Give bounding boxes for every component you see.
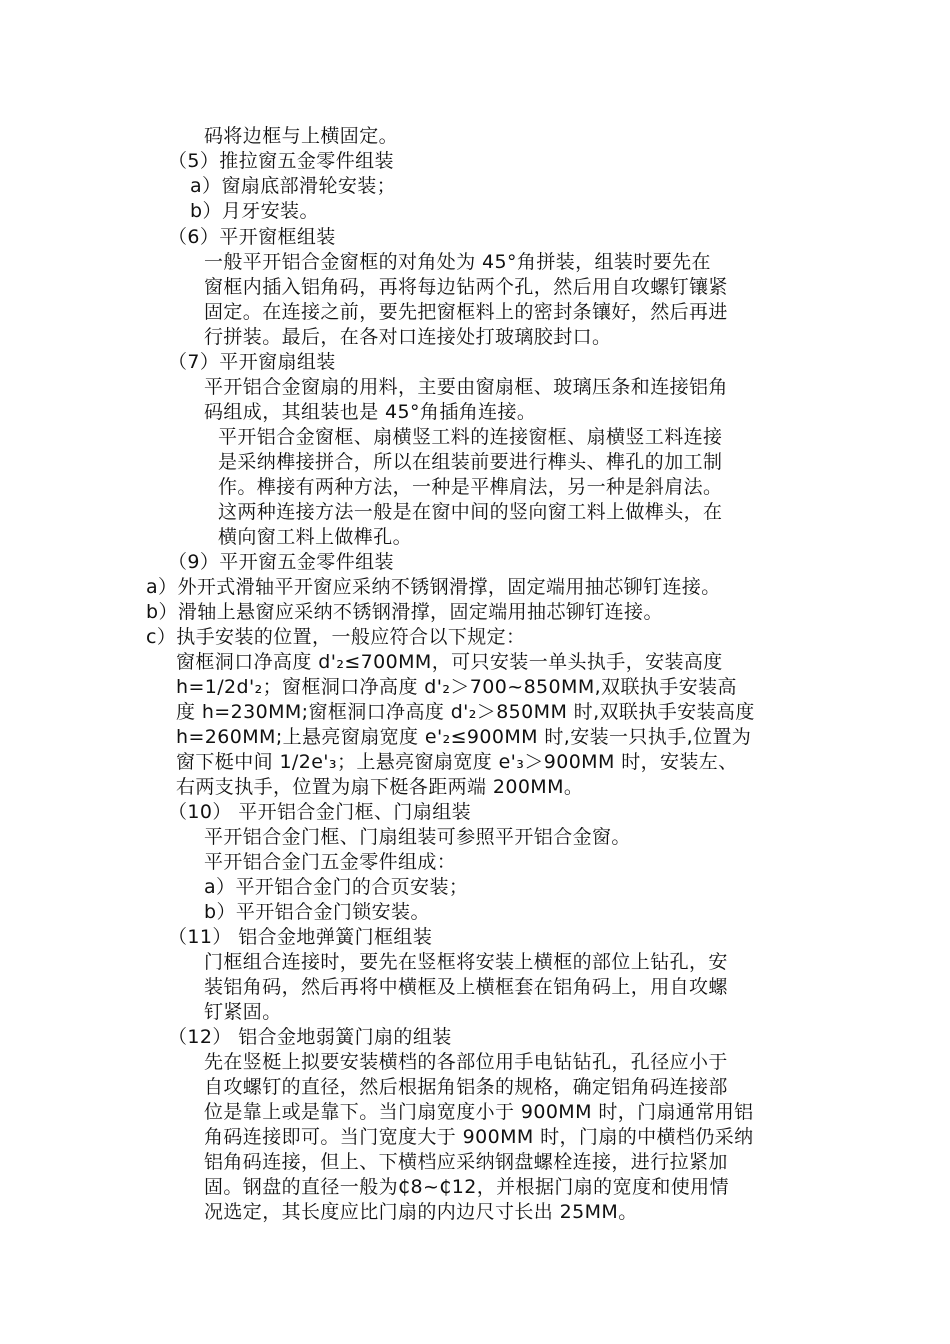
text-line: 窗框内插入铝角码，再将每边钻两个孔，然后用自攻螺钉镶紧 — [204, 276, 728, 298]
text-line: 固。钢盘的直径一般为₵8~₵12，并根据门扇的宽度和使用情 — [204, 1176, 729, 1198]
text-line: h=260MM;上悬亮窗扇宽度 e'₂≤900MM 时,安装一只执手,位置为 — [176, 726, 752, 748]
text-line: 平开铝合金窗框、扇横竖工料的连接窗框、扇横竖工料连接 — [218, 426, 723, 448]
text-line: 码将边框与上横固定。 — [204, 125, 399, 147]
list-item: b）月牙安装。 — [190, 200, 319, 222]
text-line: 位是靠上或是靠下。当门扇宽度小于 900MM 时，门扇通常用铝 — [204, 1101, 754, 1123]
list-item: a）平开铝合金门的合页安装； — [204, 876, 469, 898]
section-heading: （10） 平开铝合金门框、门扇组装 — [168, 801, 472, 823]
text-line: 况选定，其长度应比门扇的内边尺寸长出 25MM。 — [204, 1201, 638, 1223]
text-line: 行拼装。最后，在各对口连接处打玻璃胶封口。 — [204, 326, 612, 348]
list-item: c）执手安装的位置，一般应符合以下规定： — [146, 626, 526, 648]
text-line: 是采纳榫接拼合，所以在组装前要进行榫头、榫孔的加工制 — [218, 451, 723, 473]
text-line: 自攻螺钉的直径，然后根据角铝条的规格，确定铝角码连接部 — [204, 1076, 728, 1098]
section-heading: （7）平开窗扇组装 — [168, 351, 336, 373]
text-line: 铝角码连接，但上、下横档应采纳钢盘螺栓连接，进行拉紧加 — [204, 1151, 728, 1173]
text-line: 门框组合连接时，要先在竖框将安装上横框的部位上钻孔，安 — [204, 951, 728, 973]
text-line: 平开铝合金门框、门扇组装可参照平开铝合金窗。 — [204, 826, 631, 848]
text-line: 右两支执手，位置为扇下梃各距两端 200MM。 — [176, 776, 584, 798]
text-line: 横向窗工料上做榫孔。 — [218, 526, 413, 548]
section-heading: （12） 铝合金地弱簧门扇的组装 — [168, 1026, 452, 1048]
text-line: 这两种连接方法一般是在窗中间的竖向窗工料上做榫头，在 — [218, 501, 723, 523]
text-line: 一般平开铝合金窗框的对角处为 45°角拼装，组装时要先在 — [204, 251, 711, 273]
list-item: b）平开铝合金门锁安装。 — [204, 901, 430, 923]
section-heading: （6）平开窗框组装 — [168, 226, 336, 248]
list-item: b）滑轴上悬窗应采纳不锈钢滑撑，固定端用抽芯铆钉连接。 — [146, 601, 663, 623]
text-line: h=1/2d'₂；窗框洞口净高度 d'₂＞700~850MM,双联执手安装高 — [176, 676, 737, 698]
text-line: 码组成，其组装也是 45°角插角连接。 — [204, 401, 537, 423]
section-heading: （5）推拉窗五金零件组装 — [168, 150, 394, 172]
text-line: 固定。在连接之前，要先把窗框料上的密封条镶好，然后再进 — [204, 301, 728, 323]
text-line: 钉紧固。 — [204, 1001, 282, 1023]
text-line: 先在竖梃上拟要安装横档的各部位用手电钻钻孔，孔径应小于 — [204, 1051, 728, 1073]
text-line: 平开铝合金门五金零件组成： — [204, 851, 457, 873]
text-line: 角码连接即可。当门宽度大于 900MM 时，门扇的中横档仍采纳 — [204, 1126, 754, 1148]
list-item: a）外开式滑轴平开窗应采纳不锈钢滑撑，固定端用抽芯铆钉连接。 — [146, 576, 721, 598]
text-line: 度 h=230MM;窗框洞口净高度 d'₂＞850MM 时,双联执手安装高度 — [176, 701, 755, 723]
text-line: 作。榫接有两种方法，一种是平榫肩法，另一种是斜肩法。 — [218, 476, 723, 498]
text-line: 平开铝合金窗扇的用料，主要由窗扇框、玻璃压条和连接铝角 — [204, 376, 728, 398]
section-heading: （9）平开窗五金零件组装 — [168, 551, 394, 573]
text-line: 装铝角码，然后再将中横框及上横框套在铝角码上，用自攻螺 — [204, 976, 728, 998]
text-line: 窗下梃中间 1/2e'₃；上悬亮窗扇宽度 e'₃＞900MM 时，安装左、 — [176, 751, 738, 773]
section-heading: （11） 铝合金地弹簧门框组装 — [168, 926, 433, 948]
text-line: 窗框洞口净高度 d'₂≤700MM，可只安装一单头执手，安装高度 — [176, 651, 723, 673]
list-item: a）窗扇底部滑轮安装； — [190, 175, 397, 197]
